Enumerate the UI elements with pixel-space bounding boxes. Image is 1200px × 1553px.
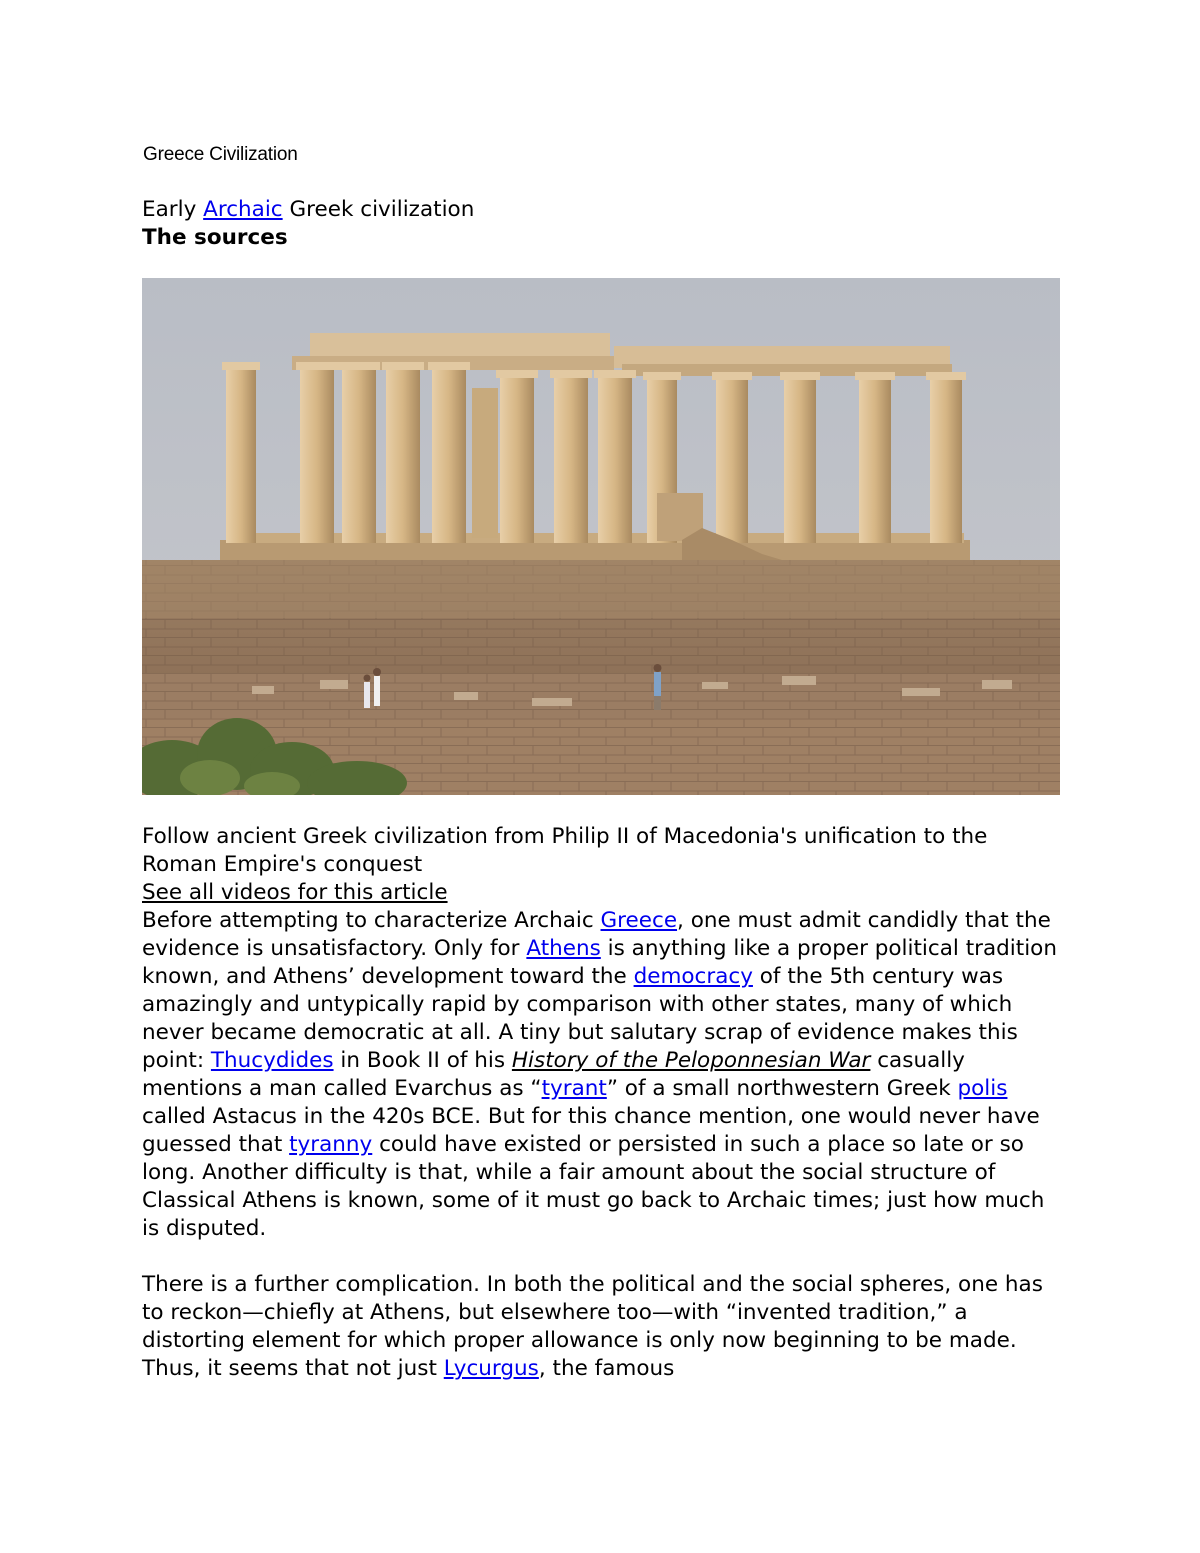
section-heading: The sources bbox=[142, 225, 288, 250]
heading-text-post: Greek civilization bbox=[282, 197, 475, 222]
p1-text-3: is anything like a proper political tradition known, and Athens’ development toward the bbox=[142, 936, 1057, 989]
article-heading bbox=[142, 196, 1060, 224]
p1-text-5: in Book II of his bbox=[333, 1048, 512, 1073]
lycurgus-link[interactable]: Lycurgus bbox=[443, 1356, 539, 1381]
article-body bbox=[142, 196, 1060, 1383]
p1-text-1: Before attempting to characterize Archaic bbox=[142, 908, 601, 933]
p1-text-9: could have existed or persisted in such a place so late or so long. Another difficulty is that, while a fair amount about the social structure of Classical Athens is known, some of it must go back to Archaic times; just how much is disputed. bbox=[142, 1132, 1045, 1241]
p2-text-2: , the famous bbox=[538, 1356, 675, 1381]
see-all-videos-link[interactable]: See all videos for this article bbox=[142, 880, 448, 905]
p1-text-4: of the 5th century was amazingly and untypically rapid by comparison with other states, many of which never became democratic at all. A tiny but salutary scrap of evidence makes this point: bbox=[142, 964, 1018, 1073]
tyrant-link[interactable]: tyrant bbox=[541, 1076, 607, 1101]
p1-text-2: , one must admit candidly that the evidence is unsatisfactory. Only for bbox=[142, 908, 1051, 961]
democracy-link[interactable]: democracy bbox=[633, 964, 753, 989]
archaic-link[interactable]: Archaic bbox=[203, 197, 283, 222]
greece-link[interactable]: Greece bbox=[600, 908, 678, 933]
tyranny-link[interactable]: tyranny bbox=[289, 1132, 373, 1157]
p2-text-1: There is a further complication. In both the political and the social spheres, one has to reckon—chiefly at Athens, but elsewhere too—with “invented tradition,” a distorting element for which proper allowance is only now beginning to be made. Thus, it seems that not just bbox=[142, 1272, 1043, 1381]
p1-text-7: ” of a small northwestern Greek bbox=[606, 1076, 958, 1101]
heading-text-pre: Early bbox=[142, 197, 204, 222]
video-caption: Follow ancient Greek civilization from Philip II of Macedonia's unification to the Roman Empire's conquest bbox=[142, 824, 988, 877]
paragraph-2 bbox=[142, 1271, 1060, 1383]
p1-text-6: casually mentions a man called Evarchus as “ bbox=[142, 1048, 965, 1101]
temple-photo bbox=[142, 278, 1060, 795]
paragraph-1 bbox=[142, 907, 1060, 1243]
thucydides-link[interactable]: Thucydides bbox=[210, 1048, 334, 1073]
history-peloponnesian-war-link[interactable]: History of the Peloponnesian War bbox=[511, 1048, 871, 1073]
p1-text-8: called Astacus in the 420s BCE. But for this chance mention, one would never have guessed that bbox=[142, 1104, 1040, 1157]
athens-link[interactable]: Athens bbox=[526, 936, 601, 961]
polis-link[interactable]: polis bbox=[957, 1076, 1008, 1101]
document-title: Greece Civilization bbox=[143, 144, 298, 165]
